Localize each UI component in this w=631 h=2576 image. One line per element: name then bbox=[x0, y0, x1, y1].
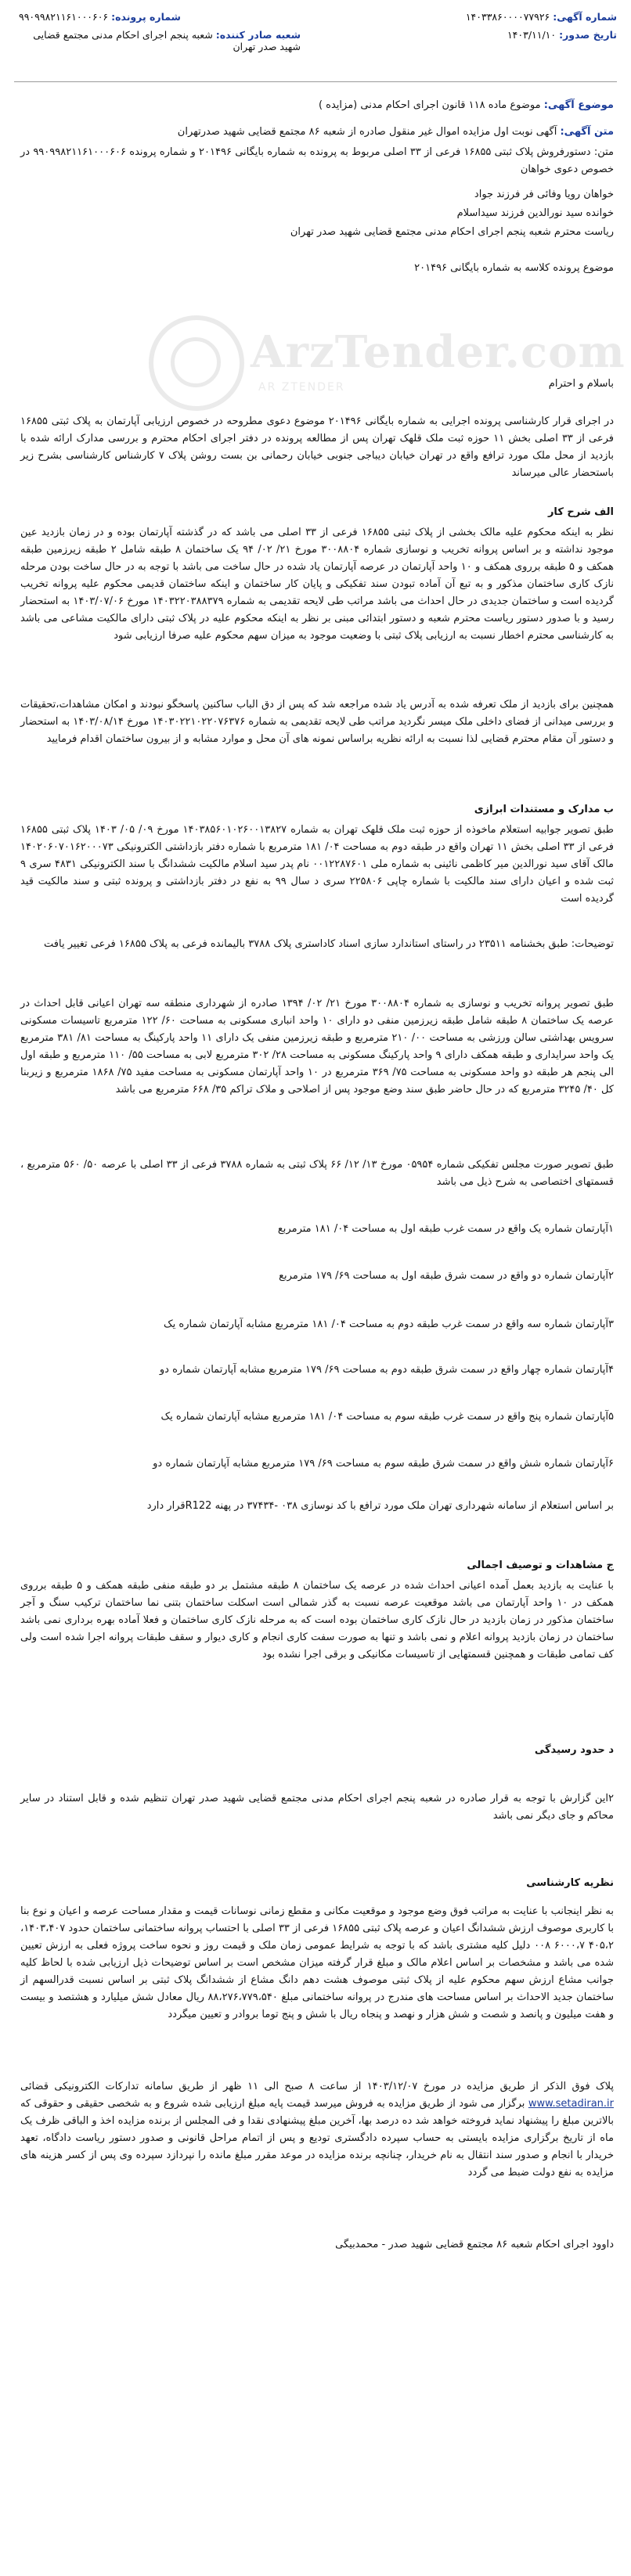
paragraph-7: طبق تصویر صورت مجلس تفکیکی شماره ۰۵۹۵۴ مورخ ۱۳/ ۱۲/ ۶۶ پلاک ثبتی به شماره ۳۷۸۸ فرعی از ۳۳ اصلی با عرصه ۵۰/ ۵۶۰ مترمربع ، قسمتهای اختصاصی به شرح ذیل می باشد bbox=[20, 1159, 614, 1188]
unit-item: ۵آپارتمان شماره پنج واقع در سمت غرب طبقه سوم به مساحت ۰۴/ ۱۸۱ مترمربع مشابه آپارتمان شماره یک bbox=[160, 1411, 614, 1423]
watermark-subtext: AR ZTENDER bbox=[258, 381, 345, 394]
intro-paragraph: متن: دستورفروش پلاک ثبتی ۱۶۸۵۵ فرعی از ۳۳ اصلی مربوط به پرونده به شماره بایگانی ۲۰۱۴۹۶ و شماره پرونده ۹۹۰۹۹۸۲۱۱۶۱۰۰۰۶۰۶ در خصوص دعوی خواهان bbox=[20, 146, 614, 175]
paragraph-2: نظر به اینکه محکوم علیه مالک بخشی از پلاک ثبتی ۱۶۸۵۵ فرعی از ۳۳ اصلی می باشد که در گذشته آپارتمان بوده و در زمان بازدید عین موجود نداشته و بر اساس پروانه تخریب و نوسازی شماره ۳۰۰۸۸۰۴ مورخ ۲۱/ ۰۲/ ۹۴ یک ساختمان ۸ طبقه شامل ۲ طبقه زیرزمین طبقه همکف و ۵ طبقه برروی همکف و ۱۰ واحد آپارتمان در عرصه آپارتمان یاد شده در حال ساخت می باشد با توجه به در حال ساخت بودن مرحله نازک کاری ساختمان مذکور و به تبع آن آماده تبودن سند تفکیکی و پایان کار ساختمان و اینکه ساختمان قدیمی محکوم علیه پروانه تخریب گردیده است و ساختمان جدیدی در حال احداث می باشد مراتب طی لایحه تقدیمی به شماره ۱۴۰۳۲۲۰۳۸۸۳۷۹ مورخ ۱۴۰۳/۰۷/۰۶ به استحضار رسید و با صدور دستور ریاست محترم شعبه و دستور ابتدائی مبنی بر نظر به اینکه محکوم علیه در پلاک ثبتی دارای مالکیت مشاعی می باشد به کارشناسی محترم اخطار نسبت به ارزیابی پلاک ثبتی با وضعیت موجود به میزان سهم محکوم علیه صرفا ارزیابی شود bbox=[20, 527, 614, 642]
serial-number-value: ۹۹۰۹۹۸۲۱۱۶۱۰۰۰۶۰۶ bbox=[19, 11, 109, 23]
paragraph-11: به نظر اینجانب با عنایت به مراتب فوق وضع موجود و موقعیت مکانی و مقطع زمانی نوسانات قیمت و مقدار مساحت عرصه و اعیان و نوع بنا با کاربری موصوف ارزش ششدانگ اعیان و عرصه پلاک ثبتی ۱۶۸۵۵ فرعی از ۳۳ اصلی با احتساب پروانه ساختمانی ساختمان حدود ۱۴۰۳،۴۰۷، ۴۰۵،۲ ۶۰۰۰،۷ ۰۰۸ دلیل کلیه مشتری باشد که با توجه به شرایط عمومی زمان ملک و قیمت روز و نحوه ساخت پروژه فعلی به ارزش تعیین شده می باشد و مشخصات بر اساس اعلام مالک و مبلغ قرار گرفته میزان مشخص است بر اساس توضیحات ذیل ارزیابی شده با لحاظ کلیه جوانب مشاع ارزش سهم محکوم علیه از پلاک ثبتی موصوف هشت دهم دانگ مشاع از ششدانگ پلاک ثبتی بر اساس نسبت قدرالسهم از ساختمان جدید الاحداث بر اساس مساحت های مندرج در پروانه ساختمانی مبلغ ۸۸،۲۷۶،۷۷۹،۵۴۰ ریال معادل شش میلیارد و هشتصد و بیست و هفت میلیون و پانصد و شصت و شش هزار و نهصد و پنجاه ریال با شش و پنج توما بروادر و تعیین میگردد bbox=[20, 1905, 614, 2020]
heading-expert-opinion: نظریه کارشناسی bbox=[526, 1877, 614, 1889]
paragraph-12: پلاک فوق الذکر از طریق مزایده در مورخ ۱۴۰۳/۱۲/۰۷ از ساعت ۸ صبح الی ۱۱ ظهر از طریق سامانه تدارکات الکترونیکی قضائی www.setadiran.ir برگزار می شود از طریق مزایده به فروش میرسد قیمت پایه مبلغ ارزیابی شده شروع و به شخصی حقیقی و حقوقی که بالاترین مبلغ را پیشنهاد نماید فروخته خواهد شد ده درصد بها، آخرین مبلغ پیشنهادی نقدا و فی المجلس از برنده مزایده اخذ و الباقی ظرف یک ماه از تاریخ برگزاری مزایده بایستی به حساب سپرده دادگستری تودیع و پس از اتمام مراحل قانونی و صدور دستور ریاست دادگاه، تعهد خریدار با انجام و صدور سند انتقال به نام خریدار، چنانچه برنده مزایده در موعد مقرر مبلغ مانده را نپردازد سپرده وی پس از کسر هزینه های مزایده به نفع دولت ضبط می گردد bbox=[20, 2081, 614, 2178]
notice-text-title-value: آگهی نوبت اول مزایده اموال غیر منقول صادره از شعبه ۸۶ مجتمع قضایی شهید صدرتهران bbox=[177, 126, 557, 138]
issue-date: تاریخ صدور: ۱۴۰۳/۱۱/۱۰ bbox=[507, 29, 617, 41]
unit-item: ۱آپارتمان شماره یک واقع در سمت غرب طبقه اول به مساحت ۰۴/ ۱۸۱ مترمربع bbox=[277, 1223, 614, 1235]
paragraph-6: طبق تصویر پروانه تخریب و نوسازی به شماره ۳۰۰۸۸۰۴ مورخ ۲۱/ ۰۲/ ۱۳۹۴ صادره از شهرداری منطقه سه تهران اعیانی قابل احداث در عرصه یک ساختمان ۸ طبقه شامل طبقه زیرزمین منفی دو دارای ۱۰ واحد انباری مسکونی به مساحت ۶۰/ ۱۲۲ مترمربع تاسیسات مسکونی سرویس بهداشتی سالن ورزشی به مساحت ۰۰/ ۲۱۰ مترمربع و طبقه زیرزمین منفی یک دارای ۱۱ واحد پارکینگ به مساحت ۸۱/ ۳۸۱ مترمربع یک واحد سرایداری و طبقه همکف دارای ۹ واحد پارکینگ مسکونی به مساحت ۲۸/ ۳۰۲ مترمربع لابی به مساحت ۵۵/ ۱۱۰ مترمربع و طبقه اول الی پنجم هر طبقه دو واحد مسکونی به مساحت ۷۵/ ۳۶۹ مترمربع در ۱۰ واحد آپارتمان مسکونی به مساحت مفید ۷۵/ ۱۸۶۸ مترمربع و زیربنا کل ۴۰/ ۳۲۴۵ مترمربع که در حال حاضر طبق سند وضع موجود پس از اصلاحی و ملاک تراکم ۳۵/ ۶۶۸ مترمربع می باشد bbox=[20, 998, 615, 1096]
paragraph-10: ۲این گزارش با توجه به قرار صادره در شعبه پنجم اجرای احکام مدنی مجتمع قضایی شهید صدر تهران تنظیم شده و قابل استناد در سایر محاکم و جای دیگر نمی باشد bbox=[20, 1793, 614, 1822]
notice-text-title: متن آگهی: آگهی نوبت اول مزایده اموال غیر منقول صادره از شعبه ۸۶ مجتمع قضایی شهید صدرتهران bbox=[177, 126, 614, 138]
issue-date-value: ۱۴۰۳/۱۱/۱۰ bbox=[507, 29, 557, 41]
watermark-text: ArzTender.com bbox=[251, 326, 626, 378]
ad-number: شماره آگهی: ۱۴۰۳۳۸۶۰۰۰۰۷۷۹۲۶ bbox=[465, 11, 617, 23]
setadiran-link[interactable]: www.setadiran.ir bbox=[528, 2098, 614, 2110]
paragraph-1: در اجرای قرار کارشناسی پرونده اجرایی به شماره بایگانی ۲۰۱۴۹۶ موضوع دعوی مطروحه در خصوص ارزیابی آپارتمان به پلاک ثبتی ۱۶۸۵۵ فرعی از ۳۳ اصلی بخش ۱۱ حوزه ثبت ملک قلهک تهران پس از مطالعه پرونده در دفتر اجرای احکام محترم و بررسی مدارک ارائه شده با بازدید از محل ملک مورد ترافع واقع در تهران خیابان دیباجی جنوبی خیابان رحمانی بن بست روشن پلاک ۷ کارشناس کارشناسی بشرح زیر باستحضار عالی میرساند bbox=[20, 416, 614, 479]
watermark-badge-icon bbox=[149, 315, 244, 411]
paragraph-4: طبق تصویر جوابیه استعلام ماخوذه از حوزه ثبت ملک قلهک تهران به شماره ۱۴۰۳۸۵۶۰۱۰۲۶۰۰۱۳۸۲۷ مورخ ۰۹/ ۰۵/ ۱۴۰۳ پلاک ثبتی ۱۶۸۵۵ فرعی از ۳۳ اصلی بخش ۱۱ تهران واقع در طبقه دوم به مساحت ۰۴/ ۱۸۱ مترمربع با شماره دفتر بازداشتی الکترونیکی ۱۴۰۲۰۶۰۷۰۱۶۲۰۰۰۷۳ مالک آقای سید نورالدین میر کاظمی نائینی به شماره ملی ۰۰۱۲۲۸۷۶۰۱ نام پدر سید اسلام مالکیت ششدانگ با سند الکترونیکی ۴۸۳۱ سری ۹ ثبت شده و اعیان دارای سند مالکیت با شماره چاپی ۲۲۵۸۰۶ سری د سال ۹۹ به نفع در دفتر بازداشتی و پرونده ثبتی و سند مالکیت قید گردیده است bbox=[20, 824, 615, 905]
heading-jim: ج مشاهدات و توصیف اجمالی bbox=[467, 1560, 614, 1571]
notice-subject: موضوع آگهی: موضوع ماده ۱۱۸ قانون اجرای احکام مدنی (مزایده ) bbox=[318, 99, 614, 111]
paragraph-5: توضیحات: طبق بخشنامه ۲۳۵۱۱ در راستای استاندارد سازی اسناد کاداستری پلاک ۳۷۸۸ بالیمانده فرعی به پلاک ۱۶۸۵۵ فرعی تغییر یافت bbox=[44, 938, 614, 950]
notice-subject-value: موضوع ماده ۱۱۸ قانون اجرای احکام مدنی (مزایده ) bbox=[318, 99, 541, 111]
file-line: موضوع پرونده کلاسه به شماره بایگانی ۲۰۱۴۹۶ bbox=[414, 262, 614, 274]
heading-alef: الف شرح کار bbox=[547, 506, 614, 518]
plaintiff-line: خواهان رویا وفائی فر فرزند جواد bbox=[474, 189, 614, 200]
heading-dal: د حدود رسیدگی bbox=[534, 1744, 614, 1756]
greeting: باسلام و احترام bbox=[548, 378, 614, 390]
addressee-line: ریاست محترم شعبه پنجم اجرای احکام مدنی مجتمع قضایی شهید صدر تهران bbox=[290, 226, 614, 238]
ad-number-value: ۱۴۰۳۳۸۶۰۰۰۰۷۷۹۲۶ bbox=[465, 11, 550, 23]
paragraph-8: بر اساس استعلام از سامانه شهرداری تهران ملک مورد ترافع با کد نوسازی ۰۳۸ -۳۷۴۳۴ در پهنه R122قرار دارد bbox=[146, 1500, 614, 1512]
unit-item: ۶آپارتمان شماره شش واقع در سمت شرق طبقه سوم به مساحت ۶۹/ ۱۷۹ مترمربع مشابه آپارتمان شماره دو bbox=[153, 1458, 614, 1470]
notice-header bbox=[19, 11, 617, 80]
paragraph-9: با عنایت به بازدید بعمل آمده اعیانی احداث شده در عرصه یک ساختمان ۸ طبقه مشتمل بر دو طبقه منفی طبقه همکف و ۵ طبقه برروی همکف در ۱۰ واحد آپارتمان می باشد موقعیت عرصه نسبت به گذر شمالی است اسکلت ساختمان بتنی نما ساختمان ترکیب سنگ و آجر ساختمان مذکور در زمان بازدید در حال نازک کاری ساختمان بوده است که به مرحله نازک کاری ساختمان و فعلا آماده بهره برداری نمی باشد ساختمان در زمان بازدید پروانه اعلام و نمی باشد و تنها به صورت سفت کاری انجام و کاری دیوار و سقف طبقات پروانه اجرا شده است ولی کف تمامی طبقات و همچنین قسمتهایی از تاسیسات مکانیکی و برقی اجرا نشده بود bbox=[20, 1580, 614, 1660]
signature-line: داوود اجرای احکام شعبه ۸۶ مجتمع قضایی شهید صدر - محمدبیگی bbox=[335, 2239, 614, 2250]
serial-number: شماره پرونده: ۹۹۰۹۹۸۲۱۱۶۱۰۰۰۶۰۶ bbox=[19, 11, 181, 23]
unit-item: ۴آپارتمان شماره چهار واقع در سمت شرق طبقه دوم به مساحت ۶۹/ ۱۷۹ مترمربع مشابه آپارتمان شماره دو bbox=[159, 1364, 614, 1376]
paragraph-3: همچنین برای بازدید از ملک تعرفه شده به آدرس یاد شده مراجعه شد که پس از دق الباب ساکنین پاسخگو نبودند و امکان مشاهدات،تحقیقات و بررسی میدانی از فضای داخلی ملک میسر نگردید مراتب طی لایحه تقدیمی به شماره ۱۴۰۳۰۲۲۱۰۲۲۰۷۶۳۷۶ مورخ ۱۴۰۳/۰۸/۱۴ به استحضار و دستور آن مقام محترم قضایی لذا نسبت به ارائه نظریه براساس نمونه های آن محل و موارد مشابه و از بیرون ساختمان اقدام فرمایید bbox=[20, 699, 614, 745]
unit-item: ۳آپارتمان شماره سه واقع در سمت غرب طبقه دوم به مساحت ۰۴/ ۱۸۱ مترمربع مشابه آپارتمان شماره یک bbox=[164, 1319, 614, 1330]
unit-item: ۲آپارتمان شماره دو واقع در سمت شرق طبقه اول به مساحت ۶۹/ ۱۷۹ مترمربع bbox=[279, 1270, 614, 1282]
issuing-branch-value: شعبه پنجم اجرای احکام مدنی مجتمع قضایی شهید صدر تهران bbox=[33, 29, 301, 52]
header-divider bbox=[14, 81, 617, 82]
issuing-branch: شعبه صادر کننده: شعبه پنجم اجرای احکام مدنی مجتمع قضایی شهید صدر تهران bbox=[33, 29, 301, 52]
defendant-line: خوانده سید نورالدین فرزند سیداسلام bbox=[456, 207, 614, 219]
heading-be: ب مدارک و مستندات ابرازی bbox=[474, 804, 614, 815]
